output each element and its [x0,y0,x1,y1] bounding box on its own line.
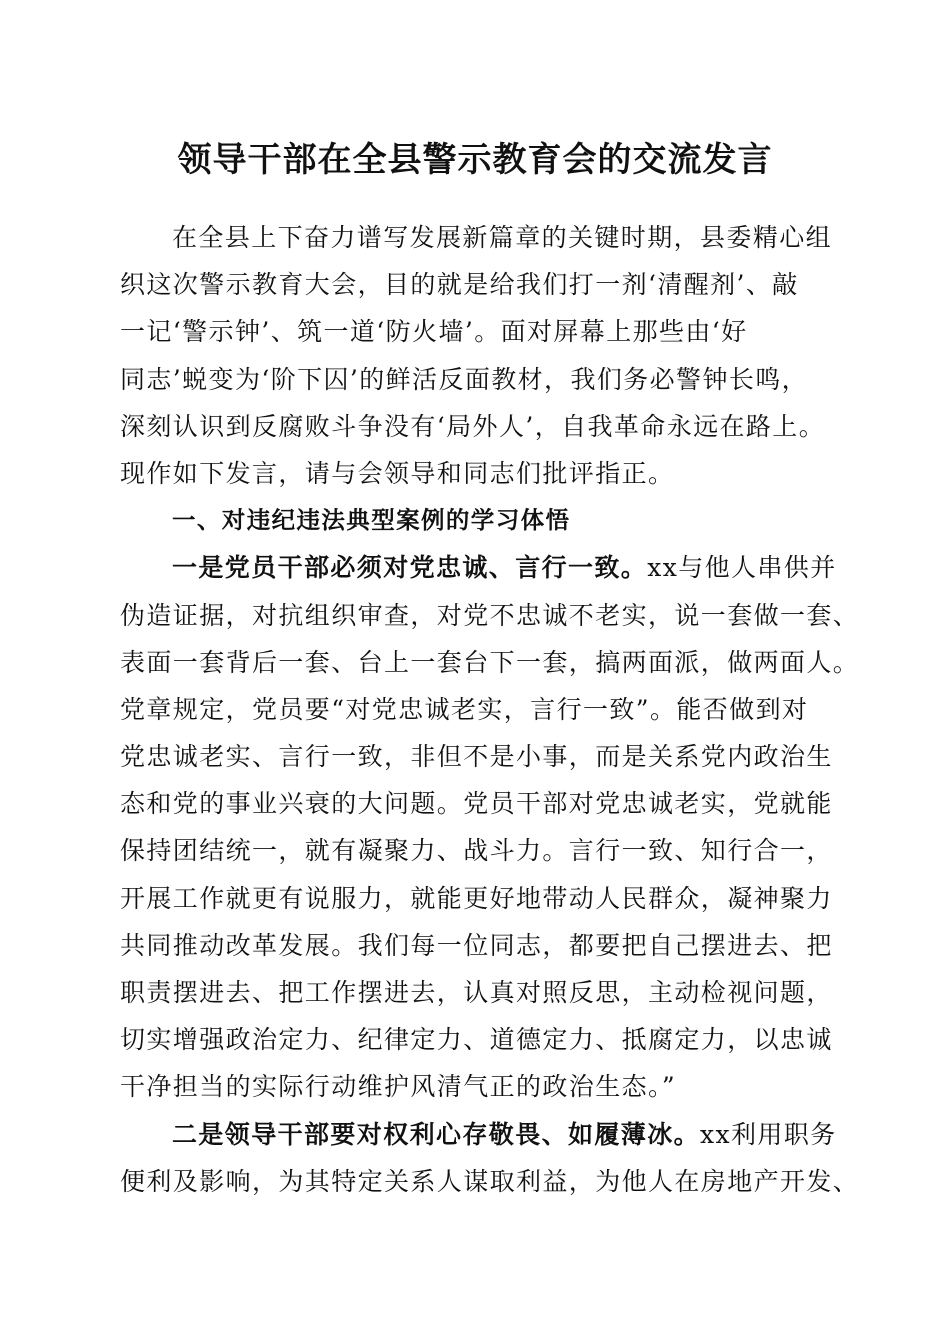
point-1-line: 伪造证据，对抗组织审查，对党不忠诚不老实，说一套做一套、 [120,600,860,630]
intro-line: 现作如下发言，请与会领导和同志们批评指正。 [120,458,675,488]
intro-line: 织这次警示教育大会，目的就是给我们打一剂‘清醒剂’、敲 [120,270,799,300]
intro-line: 一记‘警示钟’、筑一道‘防火墙’。面对屏幕上那些由‘好 [120,317,748,347]
point-1-lead: 一是党员干部必须对党忠诚、言行一致。 [172,553,648,583]
point-1-line: 开展工作就更有说服力，就能更好地带动人民群众，凝神聚力 [120,883,833,913]
point-2-first-line [120,1111,840,1158]
point-1-line: 共同推动改革发展。我们每一位同志，都要把自己摆进去、把 [120,930,833,960]
point-1-line: 干净担当的实际行动维护风清气正的政治生态。” [120,1072,677,1102]
document-title: 领导干部在全县警示教育会的交流发言 [177,140,773,180]
point-1-line: 保持团结统一，就有凝聚力、战斗力。言行一致、知行合一， [120,836,833,866]
intro-line: 同志’蜕变为‘阶下囚’的鲜活反面教材，我们务必警钟长鸣， [120,364,809,394]
point-2-lead-rest: xx利用职务 [700,1119,837,1149]
intro-line: 深刻认识到反腐败斗争没有‘局外人’，自我革命永远在路上。 [120,411,826,441]
point-1-line: 态和党的事业兴衰的大问题。党员干部对党忠诚老实，党就能 [120,789,833,819]
point-2-lead: 二是领导干部要对权利心存敬畏、如履薄冰。 [172,1119,701,1149]
point-1-line: 党忠诚老实、言行一致，非但不是小事，而是关系党内政治生 [120,742,833,772]
point-1-first-line [120,544,840,591]
point-1-line: 职责摆进去、把工作摆进去，认真对照反思，主动检视问题， [120,978,833,1007]
point-1-line: 表面一套背后一套、台上一套台下一套，搞两面派，做两面人。 [120,647,860,677]
section-heading: 一、对违纪违法典型案例的学习体悟 [172,506,571,535]
document-body [120,214,860,1205]
point-1-line: 切实增强政治定力、纪律定力、道德定力、抵腐定力，以忠诚 [120,1025,833,1055]
point-1-line: 党章规定，党员要“对党忠诚老实，言行一致”。能否做到对 [120,694,809,724]
point-2-line: 便利及影响，为其特定关系人谋取利益，为他人在房地产开发、 [120,1166,860,1196]
point-1-lead-rest: xx与他人串供并 [647,553,837,583]
intro-line: 在全县上下奋力谱写发展新篇章的关键时期，县委精心组 [172,223,833,252]
